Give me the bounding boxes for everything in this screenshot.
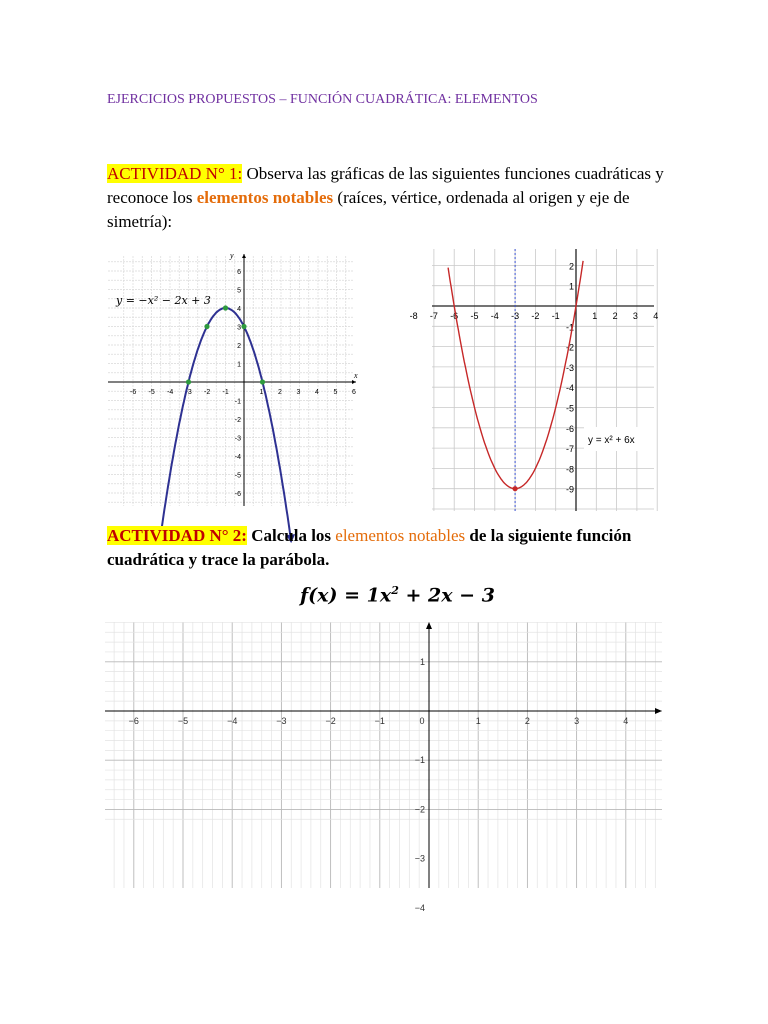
y-tick-label: -9 <box>565 484 574 495</box>
activity-2-label: ACTIVIDAD N° 2: <box>107 526 247 545</box>
y-tick-label: 1 <box>237 361 241 369</box>
formula-lhs: f(x) = 1x <box>300 584 392 607</box>
y-tick-label: -7 <box>565 444 574 455</box>
x-tick-label: -1 <box>551 311 560 321</box>
x-tick-label: −5 <box>177 716 189 726</box>
x-tick-label: 1 <box>259 389 264 396</box>
x-tick-label: 3 <box>574 716 580 726</box>
x-tick-label: -4 <box>490 311 499 321</box>
y-tick-label: -1 <box>565 322 574 333</box>
y-tick-label: 1 <box>568 281 574 292</box>
notable-point <box>223 305 228 310</box>
x-tick-label: 4 <box>653 311 659 321</box>
y-tick-label: -2 <box>234 417 241 424</box>
notable-point <box>260 379 265 384</box>
activity-2-text-b: de la siguiente función cuadrática y trace la parábola. <box>107 526 632 569</box>
x-tick-label: 2 <box>612 311 618 321</box>
x-tick-label: -2 <box>531 311 540 321</box>
y-tick-label: -5 <box>234 472 241 480</box>
y-tick-label: -8 <box>565 464 574 475</box>
y-tick-label: -6 <box>565 423 574 434</box>
x-tick-label: -6 <box>450 311 459 321</box>
y-tick-label: -4 <box>565 383 574 394</box>
page-title: EJERCICIOS PROPUESTOS – FUNCIÓN CUADRÁTICA: ELEMENTOS <box>107 92 538 107</box>
activity-2-highlight: elementos notables <box>335 526 466 545</box>
y-tick-label: -6 <box>234 491 241 498</box>
graph-3-empty-grid <box>105 622 662 913</box>
x-tick-label: 3 <box>632 311 638 321</box>
y-tick-label: -5 <box>565 403 574 414</box>
x-tick-label: −1 <box>374 716 385 726</box>
y-tick-label: 4 <box>237 306 241 313</box>
y-axis-arrow <box>426 622 432 629</box>
x-tick-label: 2 <box>278 389 282 396</box>
x-tick-label: -1 <box>222 389 229 396</box>
activity-2-text-a: Calcula los <box>246 526 336 545</box>
y-tick-label: 3 <box>237 324 241 332</box>
x-tick-label: −3 <box>276 716 287 726</box>
formula-rhs: + 2x − 3 <box>398 584 495 607</box>
x-tick-label: 1 <box>475 716 481 726</box>
x-tick-label: -2 <box>204 389 211 396</box>
formula <box>300 584 495 606</box>
y-axis-label: y <box>230 251 234 260</box>
y-tick-label: 5 <box>237 287 241 295</box>
x-tick-label: 6 <box>352 389 356 396</box>
y-tick-label: -1 <box>234 398 241 406</box>
x-tick-label: −4 <box>227 716 238 726</box>
y-tick-label: 2 <box>237 343 241 350</box>
x-tick-label: −2 <box>325 716 336 726</box>
y-tick-label: 6 <box>237 269 241 276</box>
x-tick-label: 0 <box>419 716 425 726</box>
y-tick-label: -2 <box>565 342 574 353</box>
y-tick-label: -4 <box>234 454 241 461</box>
y-tick-label: 1 <box>419 656 425 667</box>
equation-label: y = x² + 6x <box>588 435 635 446</box>
y-tick-label: −4 <box>414 902 425 913</box>
y-tick-label: −1 <box>414 755 425 766</box>
x-tick-label: -6 <box>130 389 137 396</box>
y-axis-arrow <box>242 254 246 258</box>
x-axis-arrow <box>352 380 356 384</box>
activity-1-text-a: Observa las gráficas de las siguientes funciones cuadráticas y reconoce los <box>107 164 664 207</box>
x-tick-label: 2 <box>524 716 530 726</box>
x-tick-label: 4 <box>623 716 629 726</box>
graph-2 <box>409 249 659 511</box>
y-tick-label: 2 <box>568 261 574 272</box>
y-tick-label: -3 <box>234 435 241 443</box>
activity-1-highlight: elementos notables <box>196 188 334 207</box>
x-tick-label: -5 <box>148 389 155 396</box>
activity-1-label: ACTIVIDAD N° 1: <box>107 164 243 183</box>
x-tick-label: 3 <box>296 389 301 396</box>
x-tick-label: -5 <box>470 311 479 321</box>
x-tick-label: −6 <box>128 716 139 726</box>
equation-label: y = −x² − 2x + 3 <box>116 294 211 307</box>
activity-1-text-b: (raíces, vértice, ordenada al origen y eje de simetría): <box>107 188 630 231</box>
x-tick-label: 1 <box>592 311 598 321</box>
notable-point <box>186 379 191 384</box>
x-tick-label: -7 <box>429 311 438 321</box>
formula-exponent: 2 <box>391 584 399 597</box>
x-axis-label: x <box>354 371 358 380</box>
notable-point <box>241 324 246 329</box>
x-tick-label: -4 <box>167 389 174 396</box>
x-tick-label: -3 <box>511 311 520 321</box>
graph-1 <box>104 248 362 510</box>
activity-1-paragraph <box>107 162 667 234</box>
y-tick-label: −2 <box>414 804 425 815</box>
y-tick-label: -3 <box>565 362 574 373</box>
x-axis-arrow <box>655 708 662 714</box>
x-tick-label: 4 <box>315 389 319 396</box>
notable-point <box>204 324 209 329</box>
x-tick-label: -3 <box>185 389 192 396</box>
activity-2-paragraph <box>107 524 667 572</box>
vertex-point <box>513 486 518 491</box>
x-tick-label: 5 <box>333 389 338 396</box>
y-tick-label: −3 <box>414 853 425 864</box>
x-tick-label: -8 <box>409 311 418 321</box>
